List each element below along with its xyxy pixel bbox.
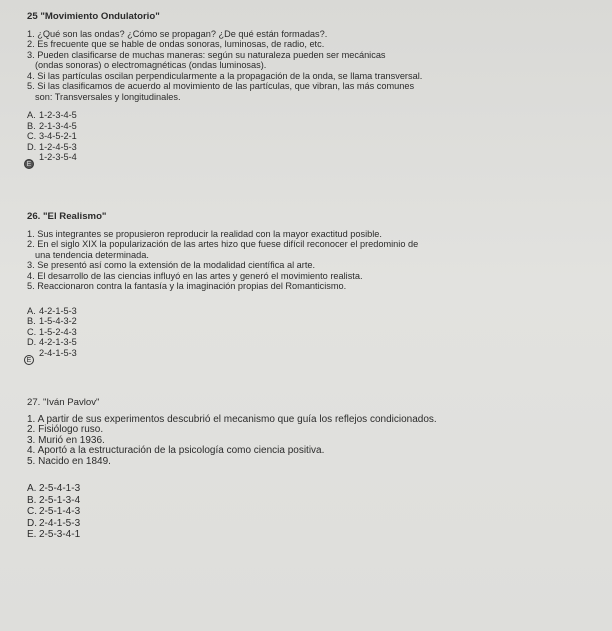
statement-continuation: son: Transversales y longitudinales. bbox=[35, 91, 181, 102]
option-letter: C. bbox=[27, 506, 37, 517]
option-text: 1-2-3-4-5 bbox=[39, 110, 77, 120]
option-letter: B. bbox=[27, 316, 36, 326]
statement: 1. ¿Qué son las ondas? ¿Cómo se propagan? ¿De qué están formadas?. bbox=[27, 28, 328, 39]
option-text: 2-5-1-4-3 bbox=[39, 506, 81, 517]
option-a[interactable] bbox=[27, 483, 437, 495]
option-letter: C. bbox=[27, 131, 37, 141]
answer-options bbox=[26, 110, 422, 168]
statement: 4. Aportó a la estructuración de la psicología como ciencia positiva. bbox=[27, 445, 325, 456]
option-text: 1-5-4-3-2 bbox=[39, 316, 77, 326]
option-text: 2-5-4-1-3 bbox=[39, 483, 81, 494]
statement: 4. Si las partículas oscilan perpendicularmente a la propagación de la onda, se llama transversal. bbox=[27, 70, 423, 81]
statement: 1. A partir de sus experimentos descubrió el mecanismo que guía los reflejos condicionados. bbox=[27, 413, 437, 425]
option-letter: C. bbox=[27, 326, 37, 337]
question-title: 25 "Movimiento Ondulatorio" bbox=[27, 11, 160, 22]
option-b[interactable] bbox=[27, 121, 422, 132]
statement: 4. El desarrollo de las ciencias influyó en las artes y generó el movimiento realista. bbox=[27, 270, 363, 281]
option-text: 1-2-4-5-3 bbox=[39, 141, 77, 152]
option-b[interactable] bbox=[27, 316, 418, 327]
option-a[interactable] bbox=[27, 306, 418, 317]
option-text: 1-5-2-4-3 bbox=[39, 326, 77, 337]
question-title: 27. "Iván Pavlov" bbox=[27, 397, 100, 408]
option-text: 3-4-5-2-1 bbox=[39, 131, 77, 141]
statement: 2. Es frecuente que se hable de ondas sonoras, luminosas, de radio, etc. bbox=[27, 39, 325, 49]
option-c[interactable] bbox=[27, 327, 418, 338]
option-text: 1-2-3-5-4 bbox=[39, 152, 77, 162]
option-letter: D. bbox=[27, 141, 37, 152]
option-c[interactable] bbox=[27, 131, 422, 142]
option-d[interactable] bbox=[27, 518, 437, 530]
option-letter: D. bbox=[27, 517, 37, 529]
statement: 2. En el siglo XIX la popularización de las artes hizo que fuese difícil reconocer el predominio de bbox=[27, 239, 419, 249]
statement: 1. Sus integrantes se propusieron reproducir la realidad con la mayor exactitud posible. bbox=[27, 228, 382, 239]
option-a[interactable] bbox=[27, 110, 422, 121]
option-letter: A. bbox=[27, 110, 36, 120]
option-letter: A. bbox=[27, 483, 37, 494]
option-text: 2-1-3-4-5 bbox=[39, 120, 77, 131]
option-text: 2-4-1-5-3 bbox=[39, 517, 81, 529]
question-27 bbox=[27, 398, 437, 541]
answer-options bbox=[27, 483, 437, 541]
option-text: 2-5-3-4-1 bbox=[39, 529, 81, 540]
option-letter: E. bbox=[27, 529, 37, 540]
option-letter: A. bbox=[27, 305, 36, 316]
option-text: 4-2-1-5-3 bbox=[39, 305, 77, 316]
option-text: 2-5-1-3-4 bbox=[39, 494, 81, 506]
option-text: 2-4-1-5-3 bbox=[39, 347, 77, 358]
question-title: 26. "El Realismo" bbox=[27, 211, 107, 222]
statement: 5. Nacido en 1849. bbox=[27, 455, 111, 467]
option-e-selected[interactable] bbox=[26, 152, 422, 168]
option-d[interactable] bbox=[27, 337, 418, 348]
statement: 3. Se presentó así como la extensión de la modalidad científica al arte. bbox=[27, 260, 316, 270]
question-25 bbox=[26, 11, 423, 168]
circled-answer-mark: E bbox=[24, 159, 34, 169]
statement: 5. Si las clasificamos de acuerdo al movimiento de las partículas, que vibran, las más comunes bbox=[27, 81, 415, 91]
option-b[interactable] bbox=[27, 495, 437, 507]
statement: 3. Murió en 1936. bbox=[27, 434, 105, 446]
question-26 bbox=[26, 211, 419, 364]
option-e[interactable] bbox=[27, 529, 437, 541]
statement: 2. Fisiólogo ruso. bbox=[27, 424, 104, 435]
statement: 3. Pueden clasificarse de muchas maneras: según su naturaleza pueden ser mecánicas bbox=[27, 49, 386, 60]
circled-answer-mark: E bbox=[24, 355, 34, 365]
option-letter: B. bbox=[27, 120, 36, 131]
statement-continuation: una tendencia determinada. bbox=[35, 249, 149, 260]
statement-continuation: (ondas sonoras) o electromagnéticas (ondas luminosas). bbox=[35, 60, 267, 70]
statement: 5. Reaccionaron contra la fantasía y la imaginación propias del Romanticismo. bbox=[27, 281, 347, 291]
option-letter: D. bbox=[27, 337, 37, 347]
option-d[interactable] bbox=[27, 142, 422, 153]
answer-options bbox=[26, 305, 418, 364]
option-e-selected[interactable] bbox=[26, 347, 418, 364]
option-letter: B. bbox=[27, 494, 37, 506]
option-c[interactable] bbox=[27, 506, 437, 518]
option-text: 4-2-1-3-5 bbox=[39, 337, 77, 347]
